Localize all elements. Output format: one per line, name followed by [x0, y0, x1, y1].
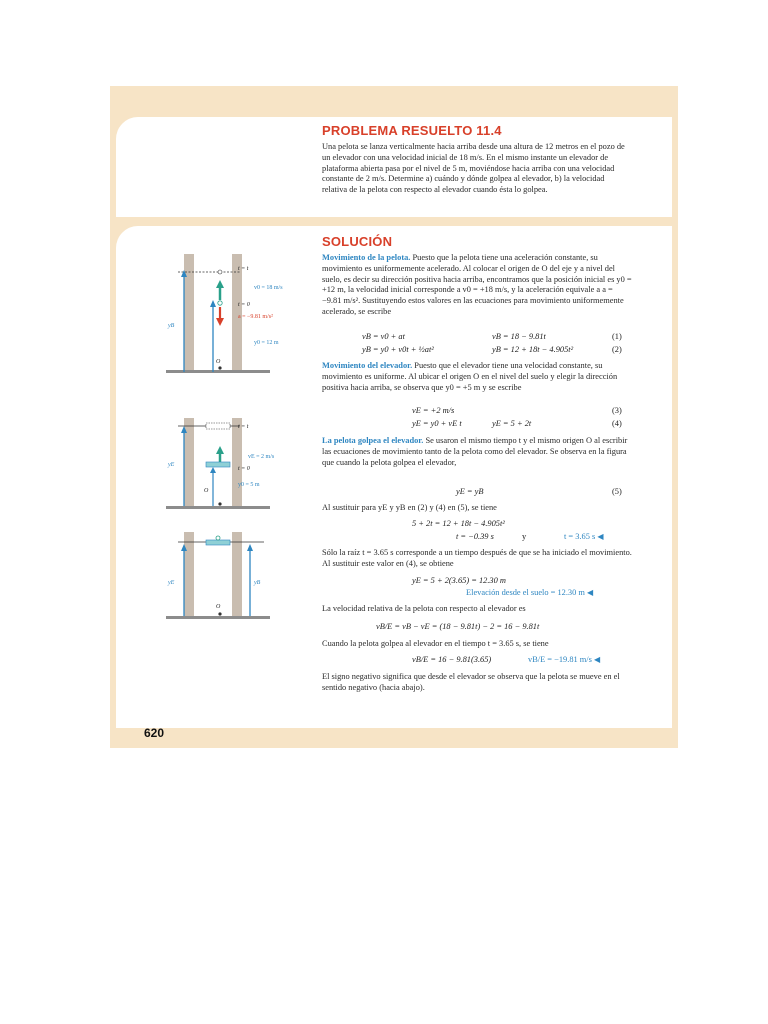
yB-arrow-icon	[247, 544, 253, 551]
textbook-page	[110, 86, 678, 748]
problem-title: PROBLEMA RESUELTO 11.4	[322, 123, 502, 138]
elevator-velocity-arrow-icon	[216, 446, 224, 454]
fig2-label-vE: vE = 2 m/s	[248, 454, 275, 460]
ball-motion-text: Puesto que la pelota tiene una aceleración constante, su movimiento es uniformemente acelerado. Al colocar el origen de O del eje y a nivel del suelo, es decir su dirección positiva hacia arriba, encontramos que la posición inicial es y0 = +12 m, la velocidad inicial corresponde a v0 = +18 m/s, y la aceleración equivale a a = −9.81 m/s². Sustituyendo estos valores en las ecuaciones para movimiento uniformemente acelerado, se escribe	[322, 253, 632, 316]
substitution-text: Al sustituir para yE y yB en (2) y (4) en (5), se tiene	[322, 503, 497, 512]
solution-card	[116, 226, 672, 728]
figure-elevator-motion	[164, 416, 314, 516]
fig1-label-yB: yB	[168, 323, 175, 329]
problem-statement	[322, 142, 628, 196]
result-marker-icon: ◀	[597, 532, 604, 541]
final-text: El signo negativo significa que desde el elevador se observa que la pelota se mueve en el sentido negativo (hacia abajo).	[322, 672, 620, 692]
fig3-label-yE: yE	[168, 580, 175, 586]
ball-on-elevator	[216, 536, 220, 540]
fig2-label-yE: yE	[168, 462, 175, 468]
result-elevation	[466, 588, 593, 597]
ball-motion-heading: Movimiento de la pelota.	[322, 253, 411, 262]
elevator-platform	[206, 540, 230, 545]
solution-title: SOLUCIÓN	[322, 234, 393, 249]
y0-arrow-icon	[210, 300, 216, 307]
ground-line	[166, 616, 270, 619]
result-marker-icon: ◀	[587, 588, 594, 597]
ground-line	[166, 370, 270, 373]
eq3-left: vE = +2 m/s	[412, 406, 455, 415]
origin-point	[218, 502, 221, 505]
ground-line	[166, 506, 270, 509]
eq5-number: (5)	[612, 487, 622, 496]
eq2-right: yB = 12 + 18t − 4.905t²	[492, 345, 574, 354]
ball-motion-paragraph	[322, 253, 634, 318]
result-time-text: t = 3.65 s	[564, 532, 596, 541]
eq2-number: (2)	[612, 345, 622, 354]
when-text: Cuando la pelota golpea al elevador en el tiempo t = 3.65 s, se tiene	[322, 639, 549, 648]
ball-hits-heading: La pelota golpea el elevador.	[322, 436, 424, 445]
result-marker-icon: ◀	[593, 655, 601, 664]
fig1-label-O: O	[216, 359, 221, 365]
eq2-left: yB = y0 + v0t + ½at²	[362, 345, 434, 354]
acceleration-arrow-icon	[216, 318, 224, 326]
eq1-right: vB = 18 − 9.81t	[492, 332, 546, 341]
result-relative-velocity	[528, 655, 600, 664]
elevator-at-t0	[206, 462, 230, 467]
fig1-label-a: a = −9.81 m/s²	[238, 314, 273, 320]
velocity-arrow-icon	[216, 280, 224, 288]
figure-collision	[164, 526, 314, 626]
fig2-label-O: O	[204, 488, 209, 494]
eq10: vB/E = 16 − 9.81(3.65)	[412, 655, 492, 664]
elevator-at-t	[206, 423, 230, 429]
fig2-label-t0: t = 0	[238, 466, 250, 472]
eq9: vB/E = vB − vE = (18 − 9.81t) − 2 = 16 − 9.81t	[376, 622, 540, 631]
eq4-number: (4)	[612, 419, 622, 428]
eq7-mid: y	[522, 532, 527, 541]
y0-arrow-icon	[210, 467, 216, 473]
eq8: yE = 5 + 2(3.65) = 12.30 m	[412, 576, 506, 585]
eq6: 5 + 2t = 12 + 18t − 4.905t²	[412, 519, 505, 528]
problem-text: Una pelota se lanza verticalmente hacia arriba desde una altura de 12 metros en el pozo de un elevador con una velocidad inicial de 18 m/s. En el mismo instante un elevador de plataforma abierta pasa por el nivel de 5 m, moviéndose hacia arriba con una velocidad constante de 2 m/s. Determine a) cuándo y dónde golpea al elevador, b) la velocidad relativa de la pelota con respecto al elevador cuando ésta lo golpea.	[322, 142, 625, 195]
fig1-label-t0: t = 0	[238, 302, 250, 308]
eq5-left: yE = yB	[456, 487, 484, 496]
eq1-number: (1)	[612, 332, 622, 341]
result-elevation-text: Elevación desde el suelo = 12.30 m	[466, 588, 585, 597]
relative-velocity-text: La velocidad relativa de la pelota con respecto al elevador es	[322, 604, 526, 613]
eq4-left: yE = y0 + vE t	[412, 419, 462, 428]
ball-hits-paragraph	[322, 436, 634, 468]
fig1-label-v0: v0 = 18 m/s	[254, 285, 283, 291]
eq3-number: (3)	[612, 406, 622, 415]
fig1-label-y0: y0 = 12 m	[254, 340, 279, 346]
result-time	[564, 532, 604, 541]
ball-hits-text: Se usaron el mismo tiempo t y el mismo origen O al escribir las ecuaciones de movimiento tanto de la pelota como del elevador. Se observa en la figura que cuando la pelota golpea el elevador,	[322, 436, 628, 467]
fig3-label-O: O	[216, 604, 221, 610]
ball-at-t	[218, 270, 222, 274]
figure-ball-motion	[164, 244, 314, 384]
eq4-right: yE = 5 + 2t	[492, 419, 532, 428]
elevator-motion-paragraph	[322, 361, 634, 393]
ball-at-t0	[218, 301, 222, 305]
origin-point	[218, 612, 221, 615]
elevator-motion-heading: Movimiento del elevador.	[322, 361, 413, 370]
fig2-label-y0: y0 = 5 m	[238, 482, 260, 488]
elevator-motion-text: Puesto que el elevador tiene una velocidad constante, su movimiento es uniforme. Al ubicar el origen O en el nivel del suelo y elegir la dirección positiva hacia arriba, se observa que y0 = +5 m y se escribe	[322, 361, 618, 392]
page-number: 620	[144, 726, 165, 740]
eq7-left: t = −0.39 s	[456, 532, 494, 541]
fig1-label-t: t = t	[238, 266, 249, 272]
eq1-left: vB = v0 + at	[362, 332, 405, 341]
result-relative-velocity-text: vB/E = −19.81 m/s	[528, 655, 592, 664]
problem-card	[116, 117, 672, 217]
fig2-label-t: t = t	[238, 424, 249, 430]
fig3-label-yB: yB	[254, 580, 261, 586]
root-text: Sólo la raíz t = 3.65 s corresponde a un tiempo después de que se ha iniciado el movimiento. Al sustituir este valor en (4), se obtiene	[322, 548, 632, 568]
origin-point	[218, 366, 221, 369]
